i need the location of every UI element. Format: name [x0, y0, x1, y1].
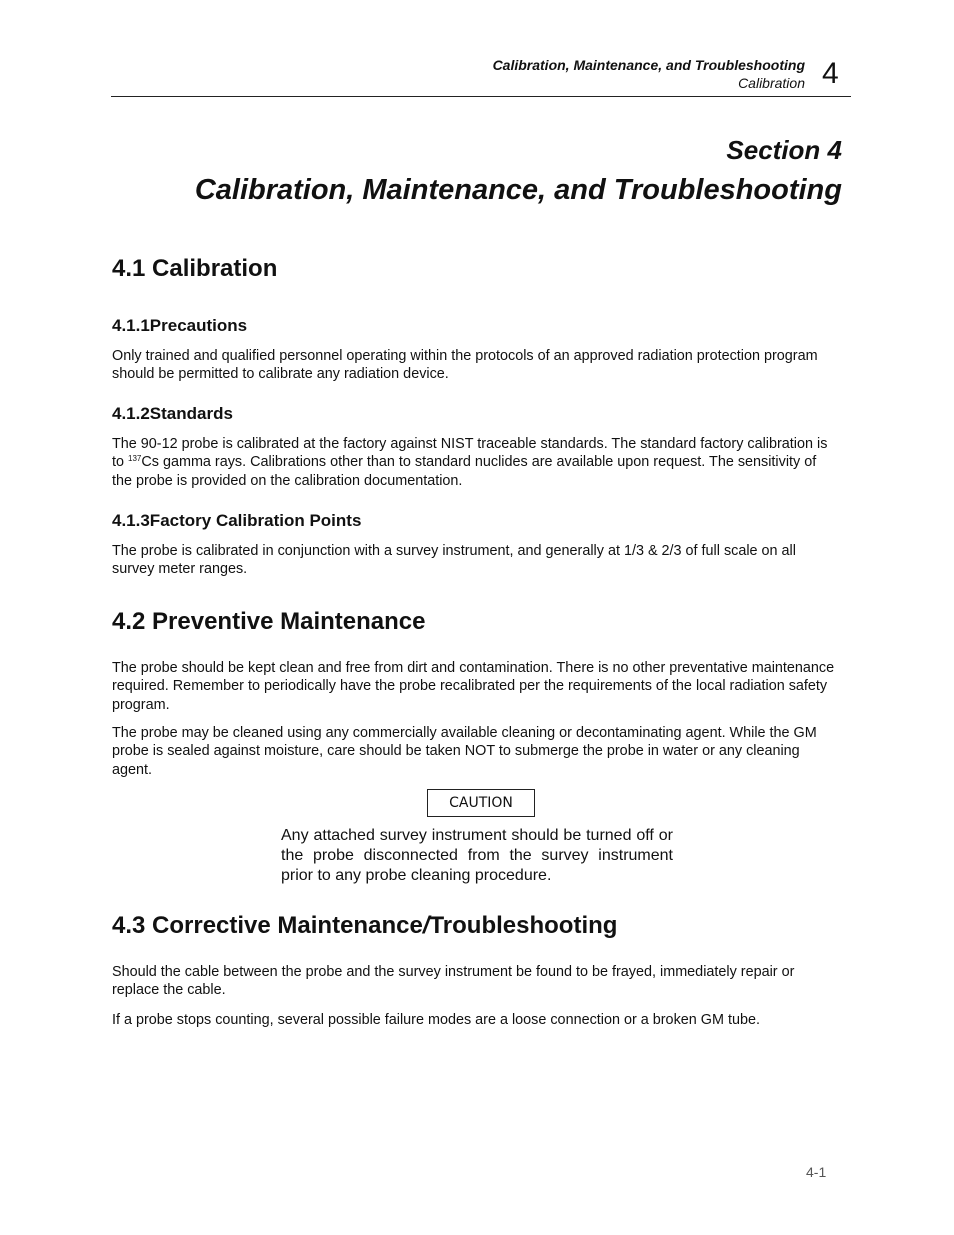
paragraph-maintenance-2: The probe may be cleaned using any commercially available cleaning or decontaminating agent. While the GM probe is sealed against moisture, care should be taken NOT to submerge the probe in water or any cleaning agent.: [112, 725, 817, 778]
paragraph-troubleshooting-2: If a probe stops counting, several possible failure modes are a loose connection or a broken GM tube.: [112, 1012, 760, 1028]
paragraph-standards: [112, 435, 838, 490]
isotope-superscript: 137: [128, 454, 142, 464]
standards-text-part1: The 90-12 probe is calibrated at the factory against NIST traceable standards. The standard factory calibration is to: [112, 436, 828, 471]
section-label: Section 4: [726, 135, 842, 165]
heading-4-2: 4.2 Preventive Maintenance: [112, 608, 426, 635]
standards-text-part2: Cs gamma rays. Calibrations other than to standard nuclides are available upon request. The sensitivity of the probe is provided on the calibration documentation.: [112, 454, 817, 489]
chapter-number: 4: [822, 57, 839, 90]
caution-label: CAUTION: [427, 789, 535, 817]
paragraph-calibration-points: The probe is calibrated in conjunction with a survey instrument, and generally at 1/3 & 2/3 of full scale on all survey meter ranges.: [112, 543, 796, 578]
heading-4-3-part1: 4.3 Corrective Maintenance: [112, 912, 423, 939]
heading-4-1: 4.1 Calibration: [112, 255, 278, 282]
running-header-title: Calibration, Maintenance, and Troubleshooting: [492, 57, 805, 73]
heading-4-3-slash: /: [422, 912, 430, 939]
heading-4-1-1: 4.1.1Precautions: [112, 316, 248, 335]
section-title: Calibration, Maintenance, and Troubleshooting: [194, 174, 842, 206]
heading-4-1-3: 4.1.3Factory Calibration Points: [112, 511, 362, 530]
paragraph-precautions: Only trained and qualified personnel operating within the protocols of an approved radiation protection program should be permitted to calibrate any radiation device.: [112, 348, 818, 383]
heading-4-1-2: 4.1.2Standards: [112, 404, 233, 423]
running-header-subtitle: Calibration: [738, 75, 805, 91]
heading-4-3-part2: Troubleshooting: [429, 912, 618, 939]
caution-text: Any attached survey instrument should be turned off or the probe disconnected from the survey instrument prior to any probe cleaning procedure.: [281, 827, 673, 884]
heading-4-3: [112, 911, 617, 941]
paragraph-troubleshooting-1: Should the cable between the probe and the survey instrument be found to be frayed, immediately repair or replace the cable.: [112, 964, 795, 999]
page-number: 4-1: [806, 1164, 827, 1180]
header-rule: [111, 96, 851, 97]
paragraph-maintenance-1: The probe should be kept clean and free from dirt and contamination. There is no other preventative maintenance required. Remember to periodically have the probe recalibrated per the requirements of the local radiation safety program.: [112, 660, 835, 713]
